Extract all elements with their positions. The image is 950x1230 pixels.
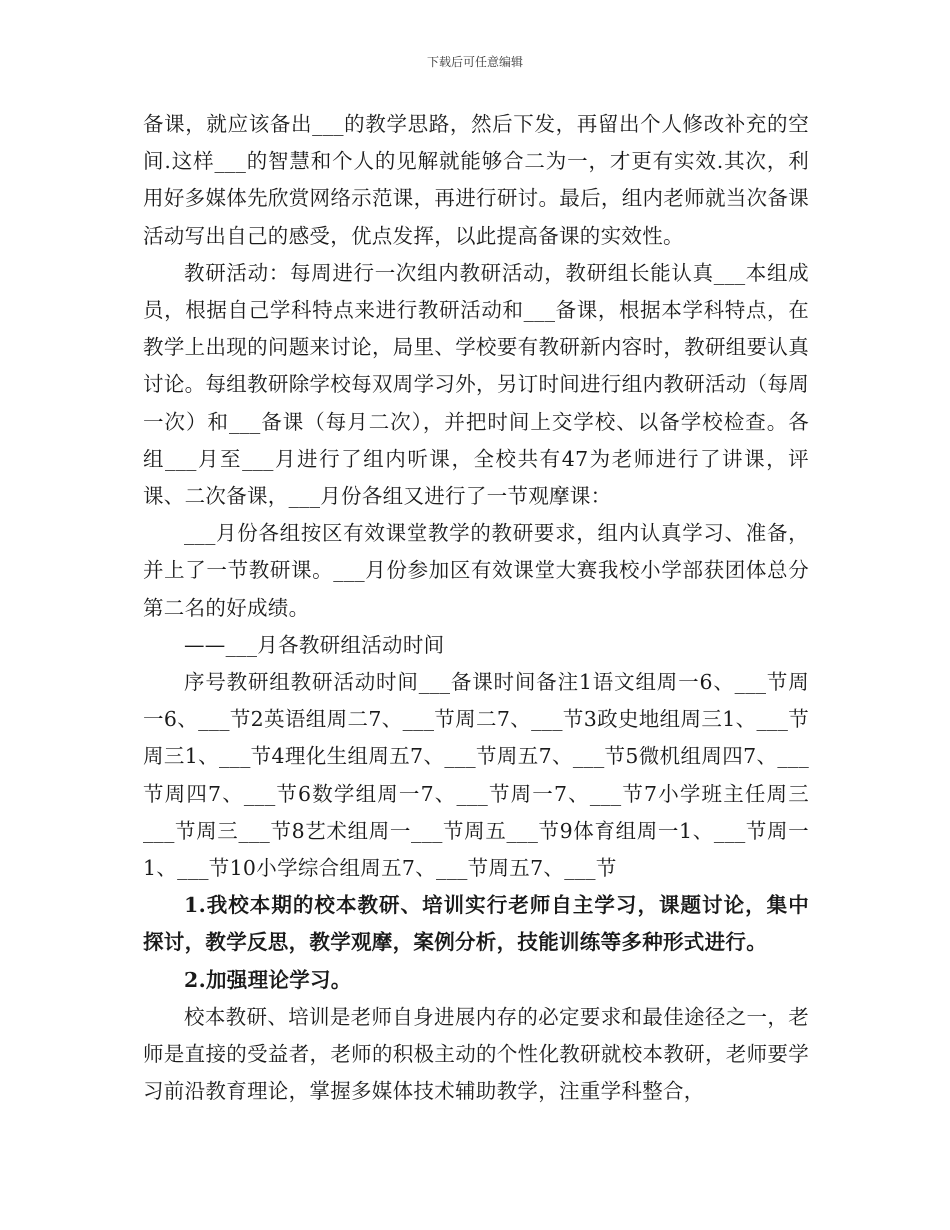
- paragraph-lesson-prep: 备课，就应该备出___的教学思路，然后下发，再留出个人修改补充的空间.这样___的智慧和个人的见解就能够合二为一，才更有实效.其次，利用好多媒体先欣赏网络示范课，再进行研讨。最后，组内老师就当次备课活动写出自己的感受，优点发挥，以此提高备课的实效性。: [143, 112, 809, 248]
- paragraph-teaching-research: 教研活动：每周进行一次组内教研活动，教研组长能认真___本组成员，根据自己学科特点来进行教研活动和___备课，根据本学科特点，在教学上出现的问题来讨论，局里、学校要有教研新内容时，教研组要认真讨论。每组教研除学校每双周学习外，另订时间进行组内教研活动（每周一次）和___备课（每月二次），并把时间上交学校、以备学校检查。各组___月至___月进行了组内听课，全校共有47为老师进行了讲课，评课、二次备课，___月份各组又进行了一节观摩课：: [143, 260, 809, 509]
- paragraph-heading-2: 2.加强理论学习。: [184, 967, 352, 992]
- paragraph-heading-1: 1.我校本期的校本教研、培训实行老师自主学习，课题讨论，集中探讨，教学反思，教学观摩，案例分析，技能训练等多种形式进行。: [143, 893, 809, 955]
- paragraph-schedule-table: 序号教研组教研活动时间___备课时间备注1语文组周一6、___节周一6、___节2英语组周二7、___节周二7、___节3政史地组周三1、___节周三1、___节4理化生组周五7、___节周五7、___节5微机组周四7、___节周四7、___节6数学组周一7、___节周一7、___节7小学班主任周三___节周三___节8艺术组周一___节周五___节9体育组周一1、___节周一1、___节10小学综合组周五7、___节周五7、___节: [143, 670, 809, 881]
- paragraph-results: ___月份各组按区有效课堂教学的教研要求，组内认真学习、准备，并上了一节教研课。___月份参加区有效课堂大赛我校小学部获团体总分第二名的好成绩。: [143, 521, 809, 620]
- document-body: [143, 106, 809, 1110]
- page-header: 下载后可任意编辑: [426, 55, 523, 69]
- paragraph-theory-study: 校本教研、培训是老师自身进展内存的必定要求和最佳途径之一，老师是直接的受益者，老师的积极主动的个性化教研就校本教研，老师要学习前沿教育理论，掌握多媒体技术辅助教学，注重学科整合，: [143, 1004, 809, 1104]
- paragraph-schedule-title: ——___月各教研组活动时间: [184, 632, 445, 657]
